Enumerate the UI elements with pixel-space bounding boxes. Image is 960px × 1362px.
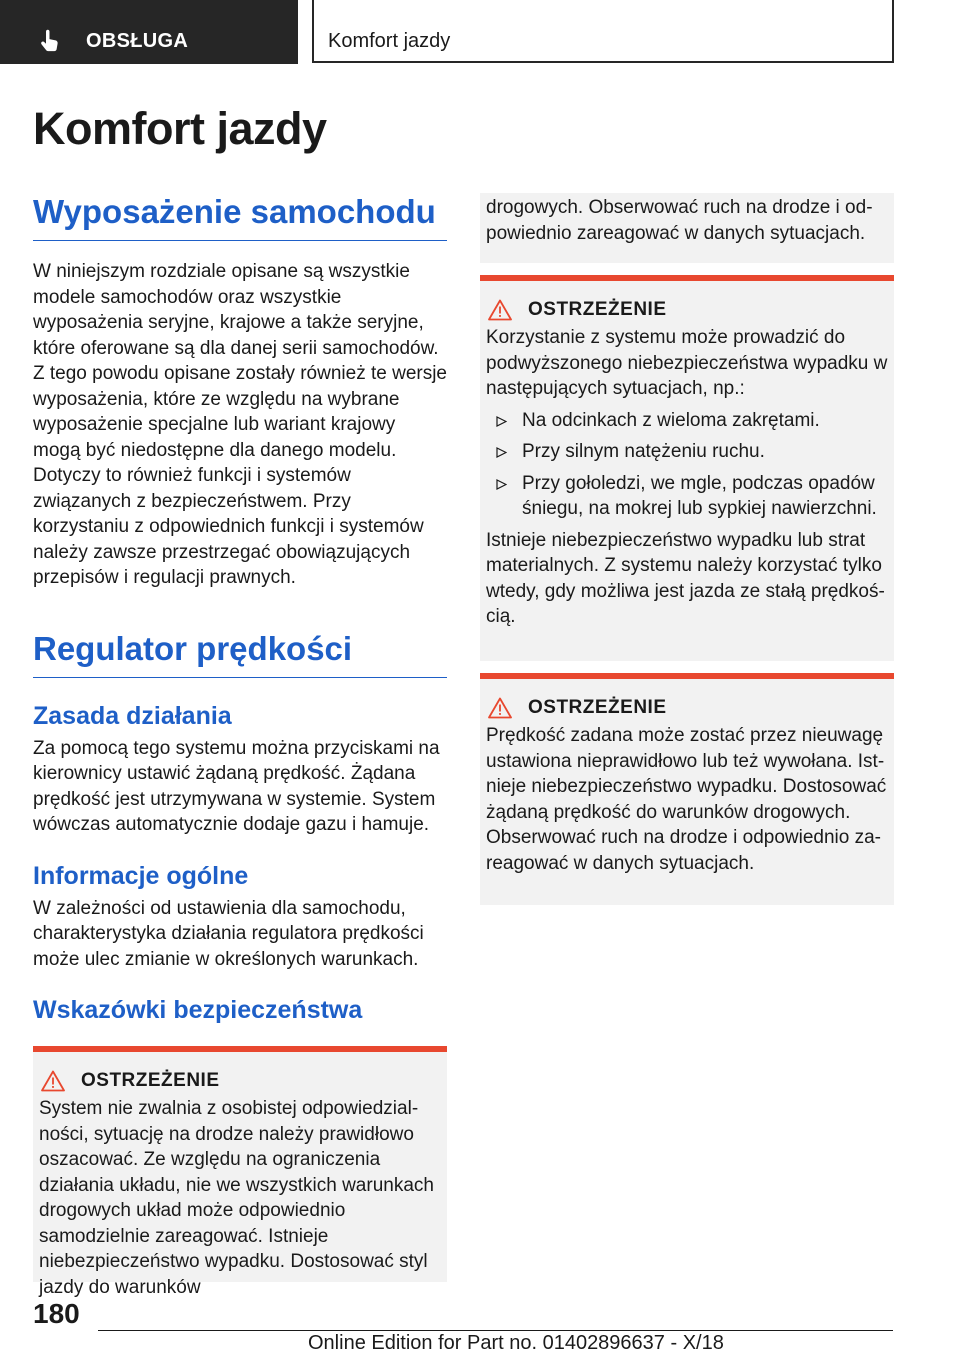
- warning-triangle-icon: [488, 697, 512, 719]
- general-paragraph: W zależności od ustawienia dla samochodu, charakterystyka działania regulatora prędkości może ulec zmianie w określonych warunkach.: [33, 897, 424, 970]
- heading-general: Informacje ogólne: [33, 861, 249, 890]
- principle-paragraph: Za pomocą tego systemu można przyciskami na kierownicy ustawić żądaną prędkość. Żądana prędkość jest utrzymywana w systemie. System wówczas automatycznie dodaje gazu i hamuje.: [33, 737, 440, 835]
- heading-safety: Wskazówki bezpieczeństwa: [33, 996, 363, 1024]
- list-item-text: Przy gołoledzi, we mgle, podczas opadów śniegu, na mokrej lub sypkiej nawierzchni.: [522, 472, 877, 519]
- warning-title: OSTRZEŻENIE: [528, 299, 667, 320]
- warning-list: [486, 408, 888, 522]
- list-item: [486, 471, 888, 522]
- section-tab-label: OBSŁUGA: [86, 30, 189, 52]
- warning-text-continued: drogowych. Obserwować ruch na drodze i odpowiednio zareagować w danych sytuacjach.: [486, 197, 873, 244]
- warning-text: Prędkość zadana może zostać przez nieuwagę ustawiona nieprawidłowo lub też wywołana. Istnieje niebezpieczeństwo wypadku. Dostosować żądaną prędkość do warunków drogowych. Obserwować ruch na drodze i odpowiednio zareagować w danych sytuacjach.: [486, 725, 887, 874]
- breadcrumb[interactable]: Komfort jazdy: [328, 30, 451, 52]
- warning-triangle-icon: [488, 299, 512, 321]
- bullet-triangle-icon: [496, 447, 507, 458]
- warning-intro: Korzystanie z systemu może prowadzić do podwyższonego niebezpieczeństwa wypadku w następujących sytuacjach, np.:: [486, 327, 888, 399]
- hand-pointer-icon: [38, 27, 64, 53]
- warning-outro: Istnieje niebezpieczeństwo wypadku lub strat materialnych. Z systemu należy korzystać tylko wtedy, gdy możliwa jest jazda ze stałą prędkością.: [486, 529, 885, 627]
- page-number: 180: [33, 1298, 80, 1329]
- warning-box-2: [480, 275, 894, 661]
- warning-title: OSTRZEŻENIE: [81, 1070, 220, 1091]
- warning-title: OSTRZEŻENIE: [528, 697, 667, 718]
- warning-header: [486, 697, 888, 719]
- bullet-triangle-icon: [496, 479, 507, 490]
- warning-triangle-icon: [41, 1070, 65, 1092]
- warning-box-3: [480, 673, 894, 905]
- breadcrumb-box: [312, 0, 894, 63]
- section-tab[interactable]: [0, 0, 298, 64]
- list-item-text: Przy silnym natężeniu ruchu.: [522, 441, 765, 462]
- warning-text: System nie zwalnia z osobistej odpowiedzialności, sytuację na drodze należy prawidłowo oszacować. Ze względu na ograniczenia działania układu, nie we wszystkich warunkach drogowych układ może odpowiednio samodzielnie zareagować. Istnieje niebezpieczeństwo wypadku. Dostosować styl jazdy do warunków: [39, 1098, 434, 1298]
- footer-edition: Online Edition for Part no. 01402896637 - X/18: [308, 1332, 724, 1354]
- left-column: [33, 190, 448, 1298]
- bullet-triangle-icon: [496, 416, 507, 427]
- list-item-text: Na odcinkach z wieloma zakrętami.: [522, 409, 820, 431]
- heading-cruise-control: Regulator prędkości: [33, 627, 447, 678]
- right-column: [480, 193, 894, 905]
- heading-equipment: Wyposażenie samochodu: [33, 190, 447, 241]
- warning-box-1-continued: [480, 193, 894, 263]
- list-item: [486, 439, 888, 465]
- warning-header: [486, 299, 888, 321]
- list-item: [486, 408, 888, 434]
- page-title: Komfort jazdy: [33, 103, 327, 154]
- heading-principle: Zasada działania: [33, 701, 232, 730]
- footer-divider: [98, 1330, 893, 1331]
- equipment-paragraph: W niniejszym rozdziale opisane są wszystkie modele samochodów oraz wszystkie wyposażenia seryjne, krajowe a także seryjne, które oferowane są dla danej serii samochodów. Z tego powodu opisane zostały również te wersje wyposażenia, które ze względu na wybrane wyposażenie specjalne lub wariant krajowy mogą być niedostępne dla danego modelu. Dotyczy to również funkcji i systemów związanych z bezpieczeństwem. Przy korzystaniu z odpowiednich funkcji i systemów należy zawsze przestrzegać obowiązujących przepisów i regulacji prawnych.: [33, 261, 448, 588]
- warning-header: [39, 1070, 441, 1092]
- warning-box-1: [33, 1046, 447, 1298]
